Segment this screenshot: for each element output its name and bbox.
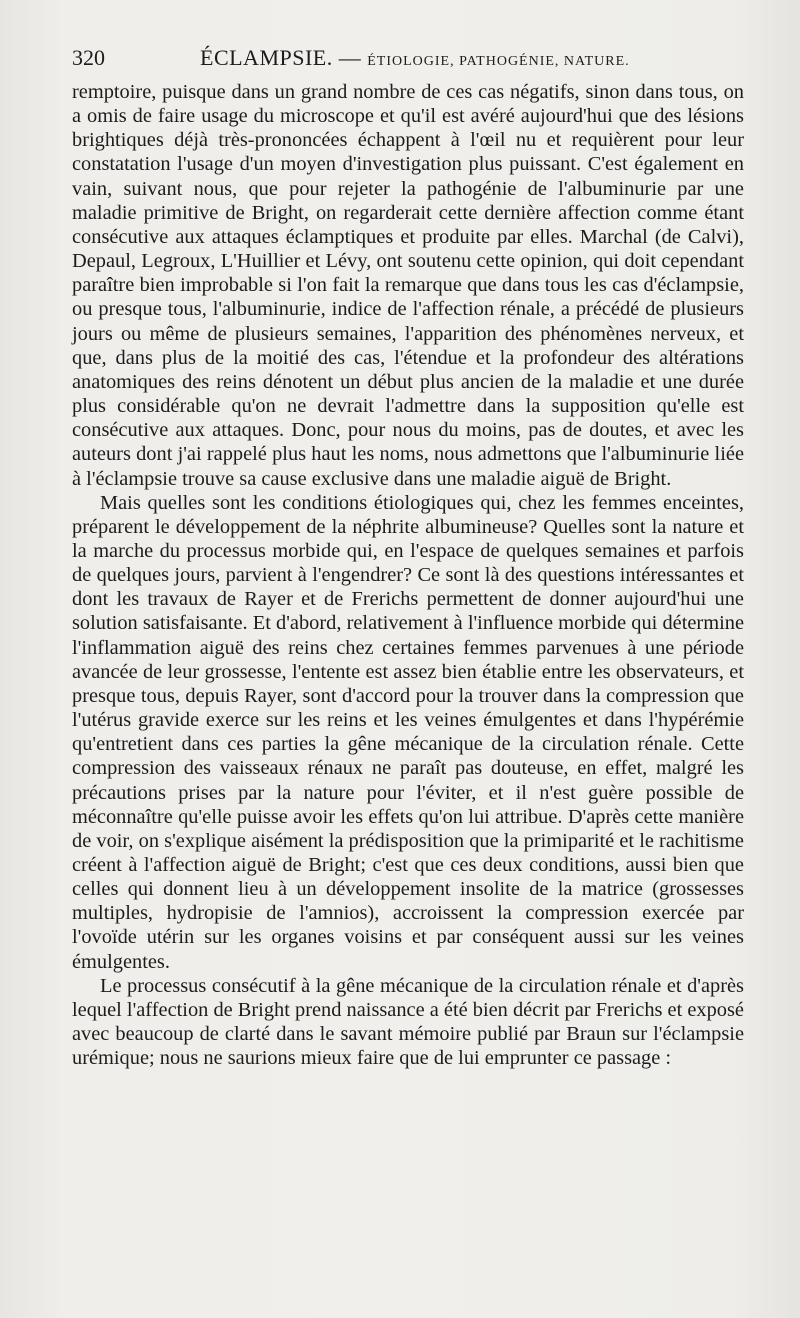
- page-header: [72, 43, 744, 73]
- running-head-subtitle: ÉTIOLOGIE, PATHOGÉNIE, NATURE.: [367, 54, 630, 69]
- running-head: [200, 43, 630, 77]
- paragraph-process: Le processus consécutif à la gêne mécanique de la circulation rénale et d'après lequel l'affection de Bright prend naissance a été bien décrit par Frerichs et exposé avec beaucoup de clarté dans le savant mémoire publié par Braun sur l'éclampsie urémique; nous ne saurions mieux faire que de lui emprunter ce passage :: [72, 974, 744, 1070]
- paragraph-etiology: Mais quelles sont les conditions étiologiques qui, chez les femmes enceintes, préparent le développement de la néphrite albumineuse? Quelles sont la nature et la marche du processus morbide qui, en l'espace de quelques semaines et parfois de quelques jours, parvient à l'engendrer? Ce sont là des questions intéressantes et dont les travaux de Rayer et de Frerichs permettent de donner aujourd'hui une solution satisfaisante. Et d'abord, relativement à l'influence morbide qui détermine l'inflammation aiguë des reins chez certaines femmes parvenues à une période avancée de leur grossesse, l'entente est assez bien établie entre les observateurs, et presque tous, depuis Rayer, sont d'accord pour la trouver dans la compression que l'utérus gravide exerce sur les reins et les veines émulgentes et dans l'hypérémie qu'entretient dans ces parties la gêne mécanique de la circulation rénale. Cette compression des vaisseaux rénaux ne paraît pas douteuse, en effet, malgré les précautions prises par la nature pour l'éviter, et il n'est guère possible de méconnaître qu'elle puisse avoir les effets qu'on lui attribue. D'après cette manière de voir, on s'explique aisément la prédisposition que la primiparité et le rachitisme créent à l'affection aiguë de Bright; c'est que ces deux conditions, aussi bien que celles qui donnent lieu à un développement insolite de la matrice (grossesses multiples, hydropisie de l'amnios), accroissent la compression exercée par l'ovoïde utérin sur les organes voisins et par conséquent aussi sur les veines émulgentes.: [72, 491, 744, 973]
- paragraph-continuation: remptoire, puisque dans un grand nombre de ces cas négatifs, sinon dans tous, on a omis de faire usage du microscope et qu'il est avéré aujourd'hui que des lésions brightiques déjà très-prononcées échappent à l'œil nu et requièrent pour leur constatation l'usage d'un moyen d'investigation plus puissant. C'est également en vain, suivant nous, que pour rejeter la pathogénie de l'albuminurie par une maladie primitive de Bright, on regarderait cette dernière affection comme étant consécutive aux attaques éclamptiques et produite par elles. Marchal (de Calvi), Depaul, Legroux, L'Huillier et Lévy, ont soutenu cette opinion, qui doit cependant paraître bien improbable si l'on fait la remarque que dans tous les cas d'éclampsie, ou presque tous, l'albuminurie, indice de l'affection rénale, a précédé de plusieurs jours ou même de plusieurs semaines, l'apparition des phénomènes nerveux, et que, dans plus de la moitié des cas, l'étendue et la profondeur des altérations anatomiques des reins dénotent un début plus ancien de la maladie et une durée plus considérable qu'on ne devrait l'admettre dans la supposition qu'elle est consécutive aux attaques. Donc, pour nous du moins, pas de doutes, et avec les auteurs dont j'ai rappelé plus haut les noms, nous admettons que l'albuminurie liée à l'éclampsie trouve sa cause exclusive dans une maladie aiguë de Bright.: [72, 81, 744, 490]
- page-number: 320: [72, 45, 105, 70]
- running-head-title: ÉCLAMPSIE.: [200, 45, 333, 70]
- body-text: [72, 80, 744, 1070]
- running-head-dash: —: [338, 45, 362, 70]
